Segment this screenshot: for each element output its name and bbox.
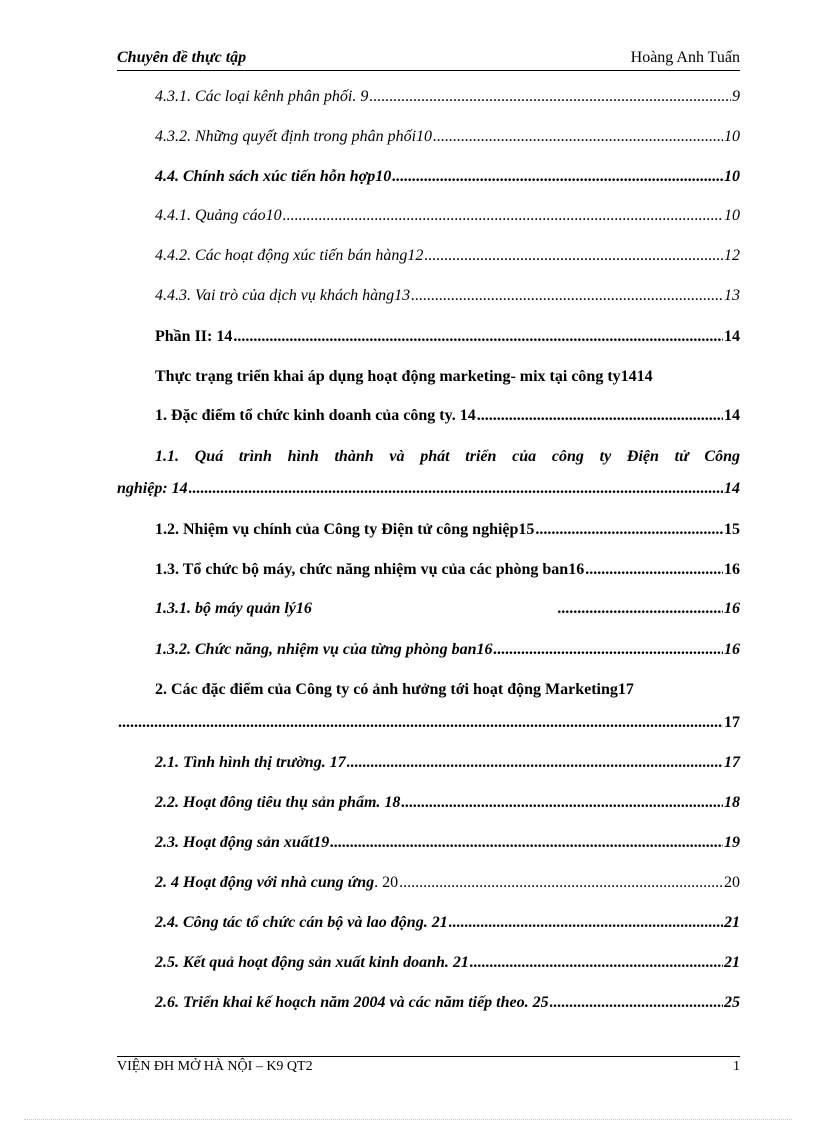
toc-entry[interactable]: 1.2. Nhiệm vụ chính của Công ty Điện tử công nghiệp15 ..... 15: [155, 520, 740, 540]
toc-entry[interactable]: 1. Đặc điểm tổ chức kinh doanh của công ty. 14 ..... 14: [155, 406, 740, 426]
toc-entry[interactable]: 4.4.1. Quảng cáo10 ..... 10: [155, 206, 740, 226]
toc-entry[interactable]: 2.6. Triển khai kế hoạch năm 2004 và các năm tiếp theo. 25 ..... 25: [155, 993, 740, 1013]
toc-entry-line1[interactable]: 1.1. Quá trình hình thành và phát triển của công ty Điện tử Công: [155, 448, 740, 465]
toc-entry[interactable]: 1.3. Tổ chức bộ máy, chức năng nhiệm vụ của các phòng ban16 ..... 16: [155, 560, 740, 580]
footer-rule: [117, 1056, 740, 1057]
header-author: Hoàng Anh Tuấn: [630, 49, 740, 66]
toc-entry[interactable]: ..... 17: [117, 713, 740, 733]
toc-entry[interactable]: Phần II: 14 ..... 14: [155, 327, 740, 347]
page-edge: [24, 1119, 792, 1120]
toc-entry[interactable]: 4.4.2. Các hoạt động xúc tiến bán hàng12 ..... 12: [155, 246, 740, 266]
toc-entry[interactable]: 2.1. Tình hình thị trường. 17 ..... 17: [155, 753, 740, 773]
toc-entry[interactable]: 1.3.2. Chức năng, nhiệm vụ của từng phòng ban16 ..... 16: [155, 640, 740, 660]
toc-entry[interactable]: 2. 4 Hoạt động với nhà cung ứng. 20 ..... 20: [155, 873, 740, 893]
toc-entry[interactable]: nghiệp: 14 ..... 14: [117, 479, 740, 499]
header-title: Chuyên đề thực tập: [117, 49, 247, 66]
toc-entry[interactable]: 4.4.3. Vai trò của dịch vụ khách hàng13 ..... 13: [155, 286, 740, 306]
toc-entry[interactable]: 2.5. Kết quả hoạt động sản xuất kinh doanh. 21 ..... 21: [155, 953, 740, 973]
toc-entry-line1[interactable]: 2. Các đặc điểm của Công ty có ảnh hưởng tới hoạt động Marketing17: [155, 681, 634, 698]
page-header: [117, 48, 740, 71]
page-number: 1: [733, 1059, 740, 1074]
toc-entry[interactable]: 4.3.2. Những quyết định trong phân phối10 ..... 10: [155, 127, 740, 147]
toc-entry[interactable]: 2.2. Hoạt đông tiêu thụ sản phẩm. 18 ..... 18: [155, 793, 740, 813]
toc-entry[interactable]: 2.3. Hoạt động sản xuất19 ..... 19: [155, 833, 740, 853]
toc-entry[interactable]: 4.4. Chính sách xúc tiến hỗn hợp10 ..... 10: [155, 167, 740, 187]
toc-entry[interactable]: 4.3.1. Các loại kênh phân phối. 9 ..... 9: [155, 87, 740, 107]
toc-entry[interactable]: 2.4. Công tác tổ chức cán bộ và lao động. 21 ..... 21: [155, 913, 740, 933]
footer-institution: VIỆN ĐH MỞ HÀ NỘI – K9 QT2: [117, 1059, 313, 1074]
toc-entry[interactable]: 1.3.1. bộ máy quản lý16 ..... 16: [155, 599, 740, 619]
toc-entry[interactable]: Thực trạng triển khai áp dụng hoạt động marketing- mix tại công ty1414: [155, 368, 653, 385]
